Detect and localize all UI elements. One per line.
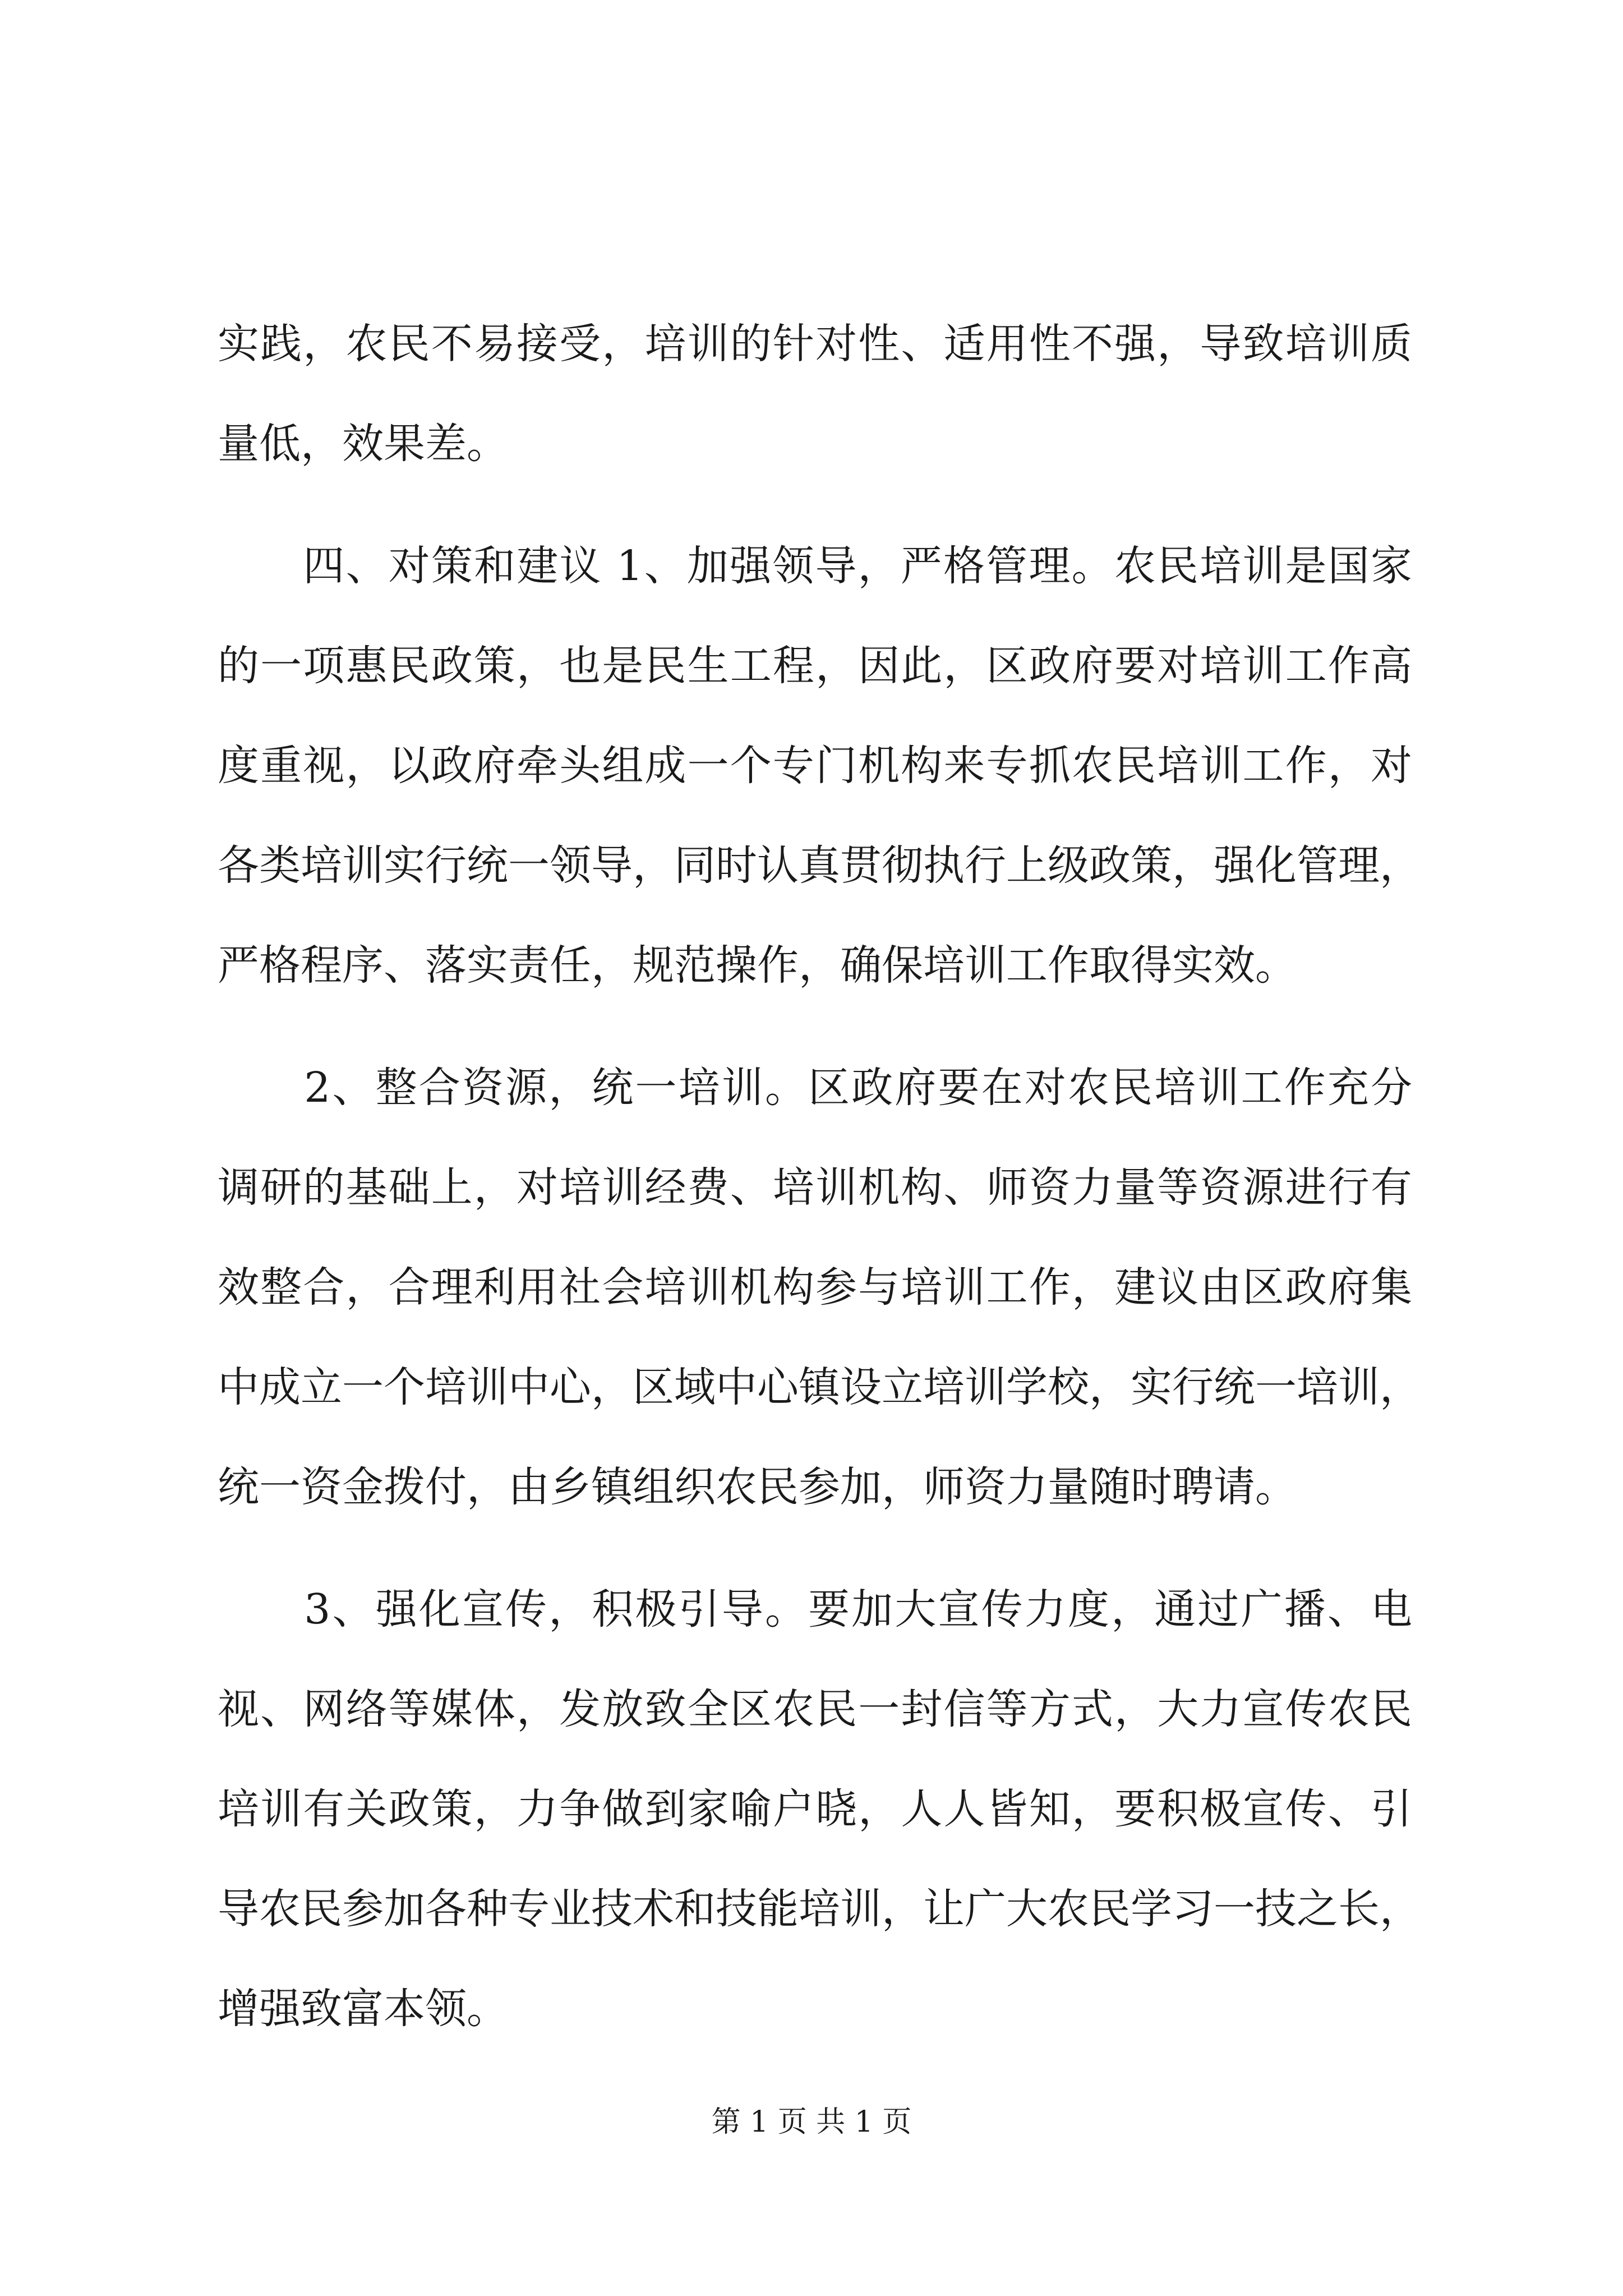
text-line: 增强致富本领。 bbox=[218, 1985, 508, 2033]
page-footer: 第 1 页 共 1 页 bbox=[711, 2105, 912, 2139]
text-line: 四、对策和建议 1、加强领导，严格管理。农民培训是国家 bbox=[218, 542, 1412, 590]
text-line: 度重视，以政府牵头组成一个专门机构来专抓农民培训工作，对 bbox=[218, 742, 1412, 790]
text-line: 严格程序、落实责任，规范操作，确保培训工作取得实效。 bbox=[218, 941, 1297, 990]
text-line: 2、整合资源，统一培训。区政府要在对农民培训工作充分 bbox=[218, 1064, 1412, 1112]
paragraph-gap bbox=[218, 494, 1412, 516]
text-line: 效整合，合理利用社会培训机构参与培训工作，建议由区政府集 bbox=[218, 1263, 1412, 1312]
paragraph-2 bbox=[218, 516, 1421, 1015]
text-line: 视、网络等媒体，发放致全区农民一封信等方式，大力宣传农民 bbox=[218, 1685, 1412, 1733]
document-body bbox=[218, 294, 1421, 2059]
paragraph-1 bbox=[218, 294, 1412, 494]
text-line: 调研的基础上，对培训经费、培训机构、师资力量等资源进行有 bbox=[218, 1163, 1412, 1212]
paragraph-3 bbox=[218, 1038, 1421, 1537]
text-line: 统一资金拨付，由乡镇组织农民参加，师资力量随时聘请。 bbox=[218, 1463, 1297, 1511]
text-line: 3、强化宣传，积极引导。要加大宣传力度，通过广播、电 bbox=[218, 1585, 1412, 1634]
paragraph-gap bbox=[218, 1015, 1412, 1038]
text-line: 培训有关政策，力争做到家喻户晓，人人皆知，要积极宣传、引 bbox=[218, 1785, 1412, 1833]
text-line: 各类培训实行统一领导，同时认真贯彻执行上级政策，强化管理， bbox=[218, 841, 1421, 890]
paragraph-gap bbox=[218, 1537, 1412, 1559]
text-line: 的一项惠民政策，也是民生工程，因此，区政府要对培训工作高 bbox=[218, 642, 1412, 690]
text-line: 导农民参加各种专业技术和技能培训，让广大农民学习一技之长， bbox=[218, 1885, 1421, 1933]
text-line: 实践，农民不易接受，培训的针对性、适用性不强，导致培训质 bbox=[218, 320, 1412, 368]
paragraph-4 bbox=[218, 1559, 1421, 2059]
text-line: 量低，效果差。 bbox=[218, 420, 508, 468]
text-line: 中成立一个培训中心，区域中心镇设立培训学校，实行统一培训， bbox=[218, 1363, 1421, 1411]
